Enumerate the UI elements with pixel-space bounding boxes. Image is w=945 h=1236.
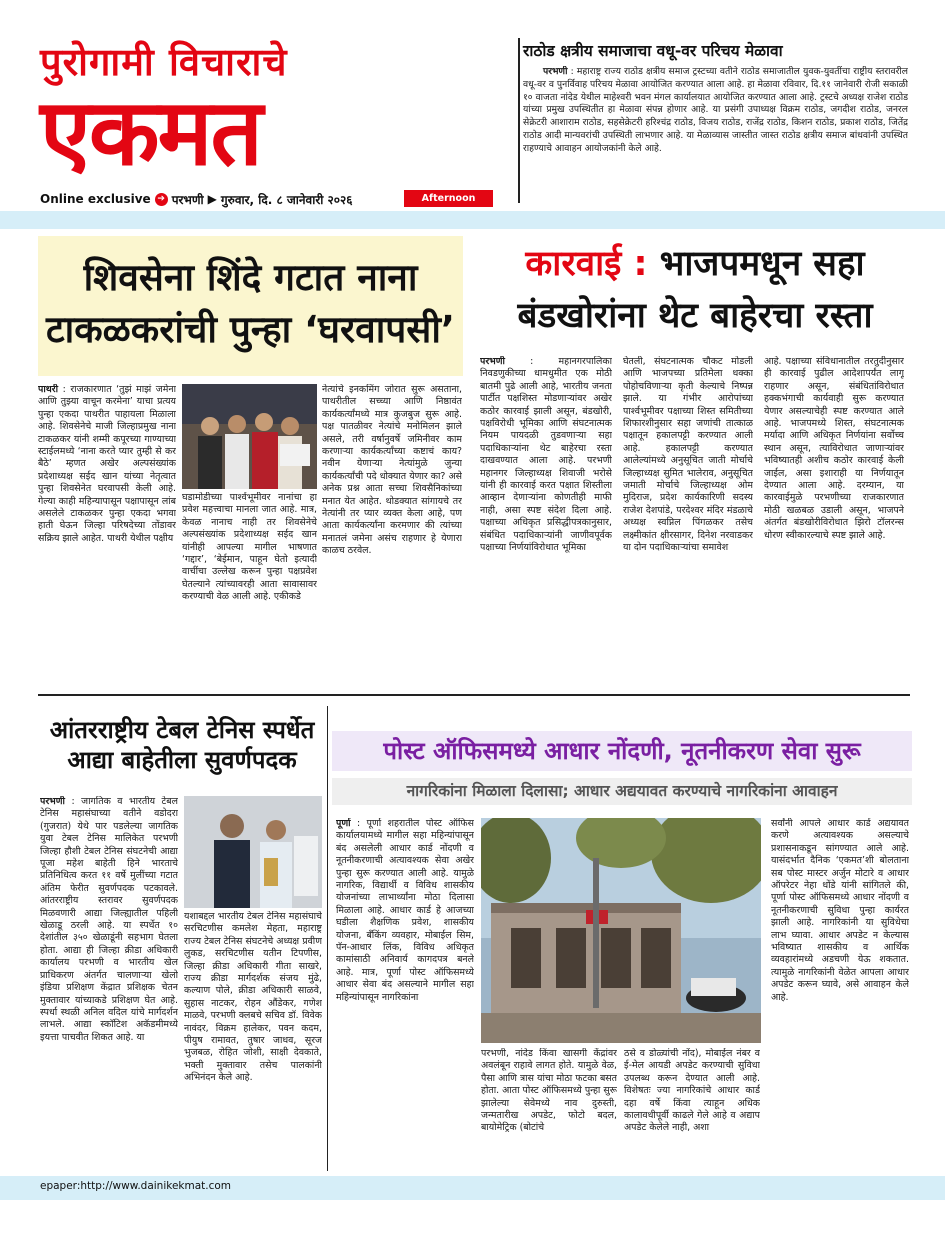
dateline	[40, 190, 400, 208]
story2-col3: आहे. पक्षाच्या संविधानातील तरतुदीनुसार ही कारवाई पुढील आदेशापर्यंत लागू राहणार असून, संबंधितांविरोधात हक्कभंगाची कार्यवाही सुरू करण्यात येणार असल्याचेही स्पष्ट करण्यात आले आहे. भाजपमध्ये शिस्त, संघटनात्मक मर्यादा आणि अधिकृत निर्णयांना सर्वोच्च स्थान असून, त्याविरोधात जाणाऱ्यांवर भविष्यातही अशीच कठोर कारवाई केली जाईल, असा इशाराही या निर्णयातून देण्यात आला आहे. दरम्यान, या कारवाईमुळे परभणीच्या राजकारणात मोठी खळबळ उडाली असून, भाजपने अंतर्गत बंडखोरीविरोधात झिरो टॉलरन्स धोरण स्वीकारल्याचे स्पष्ट झाले आहे.	[764, 356, 904, 541]
edition-label: Online exclusive	[40, 192, 151, 206]
afternoon-update-badge: Afternoon	[404, 190, 493, 207]
story1-headline-line1: शिवसेना शिंदे गटात नाना	[83, 256, 418, 299]
footer	[0, 1176, 945, 1200]
story2-col1: परभणी : महानगरपालिका निवडणुकीच्या धामधुमीत एक मोठी बातमी पुढे आली आहे, भारतीय जनता पार्टीत पक्षशिस्त मोडणाऱ्यांवर अखेर कठोर कारवाई झाली असून, बंडखोरी, पक्षविरोधी भूमिका आणि संघटनात्मक नियम पायदळी तुडवणाऱ्या सहा पदाधिकाऱ्यांना थेट बाहेरचा रस्ता दाखवण्यात आला आहे. परभणी महानगर जिल्हाध्यक्ष शिवाजी भरोसे यांनी ही कारवाई करत पक्षात शिस्तीला आव्हान देणाऱ्यांना कोणतीही माफी नाही, असा स्पष्ट संदेश दिला आहे. पक्षाच्या अधिकृत प्रसिद्धीपत्रकानुसार, संबंधित पदाधिकाऱ्यांनी जाणीवपूर्वक पक्षाच्या निर्णयांविरोधात भूमिका	[480, 356, 612, 554]
news-box-body: : महाराष्ट्र राज्य राठोड क्षत्रीय समाज ट्रस्टच्या वतीने राठोड समाजातील युवक-युवतींचा राष्ट्रीय स्तरावरील वधू-वर व पुनर्विवाह परिचय मेळावा आयोजित करण्यात आला आहे. हा मेळावा रविवार, दि.११ जानेवारी रोजी सकाळी १० वाजता नांदेड येथील माहेश्वरी भवन मंगल कार्यालयात आयोजित करण्यात आला आहे. ट्रस्टचे अध्यक्ष राजेश राठोड यांच्या प्रमुख उपस्थितीत हा मेळावा संपन्न होणार आहे. या प्रसंगी उपाध्यक्ष विक्रम राठोड, जगदीश राठोड, जनरल सेक्रेटरी आशाराम राठोड, सहसेक्रेटरी हरिश्चंद्र राठोड, विजय राठोड, राजेंद्र राठोड, किशन राठोड, प्रकाश राठोड, जितेंद्र राठोड आदी मान्यवरांची उपस्थिती लाभणार आहे. या मेळाव्यास जास्तीत जास्त राठोड क्षत्रीय समाज बांधवांनी उपस्थित राहण्याचे आवाहन आयोजकांनी केले आहे.	[523, 66, 908, 154]
story3-headline-line2: आद्या बाहेतीला सुवर्णपदक	[67, 746, 297, 774]
story1-photo	[182, 384, 317, 489]
header-band	[0, 211, 945, 229]
story4-col2: परभणी, नांदेड किंवा खासगी केंद्रांवर अवलंबून राहावे लागत होते. यामुळे वेळ, पैसा आणि त्रास यांचा मोठा फटका बसत होता. आता पोस्ट ऑफिसमध्ये पुन्हा सुरू झालेल्या सेवेमध्ये नाव दुरुस्ती, जन्मतारीख अपडेट, फोटो बदल, बायोमेट्रिक (बोटांचे	[481, 1048, 617, 1134]
story4-col4: सर्वांनी आपले आधार कार्ड अद्ययावत करणे अत्यावश्यक असल्याचे प्रशासनाकडून सांगण्यात आले आहे. यासंदर्भात दैनिक ‘एकमत’शी बोलताना सब पोस्ट मास्टर अर्जुन मोटारे व आधार ऑपरेटर नेहा धोंडे यांनी सांगितले की, पूर्णा पोस्ट ऑफिसमध्ये आधार नोंदणी व नूतनीकरणाची सुविधा पुन्हा कार्यरत झाली आहे. नागरिकांनी या सुविधेचा लाभ घ्यावा. आधार अपडेट न केल्यास भविष्यात शासकीय व आर्थिक व्यवहारांमध्ये अडचणी येऊ शकतात. त्यामुळे नागरिकांनी वेळेत आपला आधार अपडेट करून घ्यावे, असे आवाहन केले आहे.	[771, 818, 909, 1003]
story1-headline-line2: टाकळकरांची पुन्हा ‘घरवापसी’	[46, 308, 455, 351]
story2-headline-line1: भाजपमधून सहा	[659, 244, 865, 284]
story3-headline	[32, 715, 332, 783]
story4-subheadline: नागरिकांना मिळाला दिलासा; आधार अद्ययावत करण्याचे नागरिकांना आवाहन	[332, 778, 912, 805]
section-divider	[38, 694, 910, 696]
story2-col2: घेतली, संघटनात्मक चौकट मोडली आणि भाजपच्या प्रतिमेला धक्का पोहोचविणाऱ्या कृती केल्याचे निष्पन्न झाले. या गंभीर आरोपांच्या पार्श्वभूमीवर पक्षाच्या शिस्त समितीच्या शिफारशीनुसार सहा जणांची तात्काळ पक्षातून हकालपट्टी करण्यात आली आहे. हकालपट्टी करण्यात आलेल्यांमध्ये अनुसूचित जाती मोर्चाचे जिल्हाध्यक्ष सुमित भालेराव, अनुसूचित जमाती मोर्चाचे जिल्हाध्यक्ष ओम मुदिराज, प्रदेश कार्यकारिणी सदस्य राजेश देशपांडे, परदेश्वर मंदिर मंडळाचे अध्यक्ष स्वप्निल पिंगळकर तसेच लक्ष्मीकांत क्षीरसागर, दिनेश नरवाडकर या दोन पदाधिकाऱ्यांचा समावेश	[623, 356, 753, 554]
story4-col3: ठसे व डोळ्यांची नोंद), मोबाईल नंबर व ई-मेल आयडी अपडेट करण्याची सुविधा उपलब्ध करून देण्यात आली आहे. विशेषतः ज्या नागरिकांचे आधार कार्ड दहा वर्षे किंवा त्याहून अधिक कालावधीपूर्वी काढले गेले आहे व अद्याप अपडेट केलेले नाही, अशा	[624, 1048, 760, 1134]
divider	[327, 706, 328, 1171]
arrow-right-icon: ➔	[155, 193, 168, 206]
story3-place: परभणी	[40, 796, 65, 807]
story1-col1: पाथरी : राजकारणात ‘तुझं माझं जमेना आणि तुझ्या वाचून करमेना’ याचा प्रत्यय पुन्हा एकदा पाथरीत पाहायला मिळाला आहे. शिवसेनेचे माजी जिल्हाप्रमुख नाना टाकळकर यांनी शम्मी कपूरच्या गाण्याच्या स्टाईलमध्ये ‘नाना करते प्यार तुम्ही से कर बैठे’ म्हणत अखेर अल्पसंख्यांक प्रदेशाध्यक्ष सईद खान यांच्या नेतृत्वात पुन्हा शिवसेनेत घरवापसी केली आहे. गेल्या काही महिन्यापासून पक्षापासून लांब असलेले टाकळकर पुन्हा एकदा भगवा हाती घेऊन जिल्हा परिषदेच्या तोंडावर सक्रिय झाले आहेत. पाथरी येथील पक्षीय	[38, 384, 176, 544]
story1-place: पाथरी	[38, 384, 59, 395]
story4-col1: पूर्णा : पूर्णा शहरातील पोस्ट ऑफिस कार्यालयामध्ये मागील सहा महिन्यांपासून बंद असलेली आधार कार्ड नोंदणी व नूतनीकरणाची अत्यावश्यक सेवा अखेर पुन्हा सुरू करण्यात आली आहे. यामुळे नागरिक, विद्यार्थी व विविध शासकीय योजनांच्या लाभार्थ्यांना मोठा दिलासा मिळाला आहे. आधार कार्ड हे आजच्या घडीला शैक्षणिक प्रवेश, शासकीय योजना, बँकिंग व्यवहार, मोबाईल सिम, पॅन-आधार लिंक, विविध अधिकृत कामांसाठी अनिवार्य कागदपत्र बनले आहे. मात्र, पूर्णा पोस्ट ऑफिसमध्ये आधार सेवा बंद असल्याने मागील सहा महिन्यांपासून नागरिकांना	[336, 818, 474, 1003]
story3-photo	[184, 796, 322, 908]
story1-col2: घडामोडीच्या पार्श्वभूमीवर नानांचा हा प्रवेश महत्त्वाचा मानला जात आहे. मात्र, केवळ नानाच नाही तर शिवसेनेचे अल्पसंख्यांक प्रदेशाध्यक्ष सईद खान यांनीही आपल्या मागील भाषणात ‘गद्दार’, ‘बेईमान, पाहून घेतो इत्यादी वाचींचा उल्लेख करून पुन्हा पक्षप्रवेश घेतल्याने त्यांच्यावरही आता सावासावर करण्याची वेळ आली आहे. एकीकडे	[182, 492, 317, 603]
masthead-tagline: पुरोगामी विचाराचे	[40, 40, 288, 84]
story4-place: पूर्णा	[336, 818, 351, 829]
city-label: परभणी	[171, 192, 204, 207]
story4-photo	[481, 818, 761, 1043]
news-box-place: परभणी	[543, 66, 568, 77]
story1-col3: नेत्यांचे इनकमिंग जोरात सुरू असताना, पाथरीतील सच्च्या आणि निष्ठावंत कार्यकर्त्यांमध्ये मात्र कुजबुज सुरू आहे. पक्ष पातळीवर नेत्यांचे मनोमिलन झाले असले, तरी वर्षानुवर्षे जमिनीवर काम करणाऱ्या कार्यकर्त्यांच्या कष्टाचं काय? नवीन येणाऱ्या नेत्यांमुळे जुन्या कार्यकर्त्यांची पदे धोक्यात येणार का? असे अनेक प्रश्न आता सच्चा शिवसैनिकांच्या मनात येत आहेत. थोडक्यात सांगायचे तर नेत्यांनी तर प्यार व्यक्त केला आहे, पण आता कार्यकर्त्यांना करमणार की त्यांच्या मनातलं जमेना असंच राहणार हे येणारा काळच ठरवेल.	[322, 384, 462, 557]
play-icon: ▶	[207, 192, 217, 206]
story3-col2: यशाबद्दल भारतीय टेबल टेनिस महासंघाचे सरचिटणीस कमलेश मेहता, महाराष्ट्र राज्य टेबल टेनिस संघटनेचे अध्यक्ष प्रवीण लुकड, सरचिटणीस यतीन टिपणीस, जिल्हा क्रीडा अधिकारी गीता साखरे, राज्य क्रीडा मार्गदर्शक संजय मुंढे, कल्याण पोले, क्रीडा अधिकारी साळवे, सुहास नाटकर, रोहन औंडेकर, गणेश माळवे, परभणी क्लबचे सचिव डॉ. विवेक नावंदर, विक्रम हालेकर, पवन कदम, पीयुष रामावत, तुषार जाधव, सूरज भुजबळ, रोहित जोशी, साक्षी देवकाते, भक्ती मुक्तावार तसेच पालकांनी अभिनंदन केले आहे.	[184, 911, 322, 1084]
news-box-title: राठोड क्षत्रीय समाजाचा वधू-वर परिचय मेळावा	[523, 42, 783, 60]
epaper-link[interactable]: epaper:http://www.dainikekmat.com	[40, 1180, 232, 1192]
story1-headline	[38, 236, 463, 376]
divider	[518, 38, 520, 203]
date-label: गुरुवार, दि. ८ जानेवारी २०२६	[220, 192, 353, 207]
story2-headline-kicker: कारवाई :	[525, 244, 648, 284]
story2-headline	[475, 238, 915, 348]
story3-col1: परभणी : जागतिक व भारतीय टेबल टेनिस महासंघाच्या वतीने वडोदरा (गुजरात) येथे पार पडलेल्या जागतिक युवा टेबल टेनिस मालिकेत परभणी जिल्हा हौशी टेबल टेनिस संघटनेची आद्या पूजा महेश बाहेती हिने भारताचे प्रतिनिधित्व करत ११ वर्षे मुलींच्या गटात अंतिम फेरीत सुवर्णपदक पटकावले. आंतरराष्ट्रीय स्तरावर सुवर्णपदक मिळवणारी आद्या जिल्ह्यातील पहिली खेळाडू ठरली आहे. या स्पर्धेत १० देशांतील ३५० खेळाडूंनी सहभाग घेतला होता. आद्या ही जिल्हा क्रीडा अधिकारी कार्यालय परभणी व भारतीय खेल प्राधिकरण अंतर्गत चालणाऱ्या खेलो इंडिया प्रशिक्षण केंद्रात प्रशिक्षक चेतन मुक्तावार यांच्याकडे प्रशिक्षण घेत आहे. स्पर्धा स्थळी अनिल वदिल यांचे मार्गदर्शन लाभले. आद्या स्कॉटिश अकॅडमीमध्ये इयत्ता पाचवीत शिकत आहे. या	[40, 796, 178, 1043]
story2-headline-line2: बंडखोरांना थेट बाहेरचा रस्ता	[517, 296, 873, 336]
story2-place: परभणी	[480, 356, 505, 367]
story4-headline: पोस्ट ऑफिसमध्ये आधार नोंदणी, नूतनीकरण सेवा सुरू	[332, 731, 912, 771]
news-box-rathod	[523, 40, 908, 200]
story3-headline-line1: आंतरराष्ट्रीय टेबल टेनिस स्पर्धेत	[49, 716, 315, 744]
masthead-logo: एकमत	[40, 79, 261, 186]
